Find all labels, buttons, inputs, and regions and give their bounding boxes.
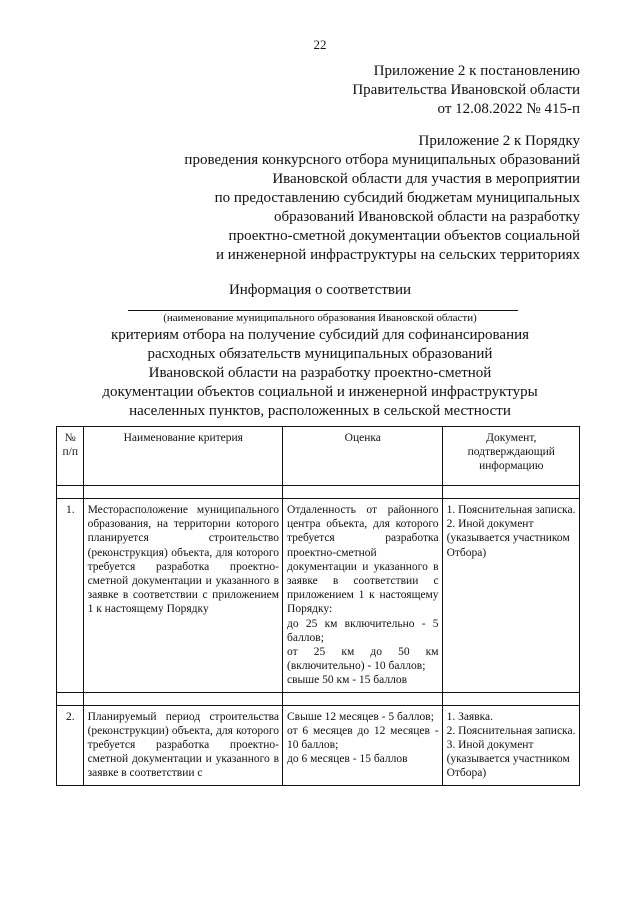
score-line: Свыше 12 месяцев - 5 баллов; bbox=[287, 710, 434, 723]
document-subtitle bbox=[0, 326, 640, 421]
subtitle-line: документации объектов социальной и инженерной инфраструктуры bbox=[102, 384, 538, 400]
appendix-procedure-line: проведения конкурсного отбора муниципальных образований bbox=[184, 152, 580, 168]
score-line: до 6 месяцев - 15 баллов bbox=[287, 753, 408, 766]
criteria-table bbox=[56, 426, 580, 786]
appendix-procedure-line: и инженерной инфраструктуры на сельских территориях bbox=[215, 247, 580, 263]
document-line: 3. Иной документ (указывается участником Отбора) bbox=[446, 739, 570, 780]
table-header-row bbox=[57, 427, 580, 486]
document-line: 2. Пояснительная записка. bbox=[446, 724, 576, 737]
header-document: Документ, подтверждающий информацию bbox=[442, 427, 579, 486]
appendix-procedure-line: Приложение 2 к Порядку bbox=[418, 133, 580, 149]
table-row bbox=[57, 499, 580, 693]
header-criterion-name: Наименование критерия bbox=[83, 427, 282, 486]
appendix-decree-line: от 12.08.2022 № 415-п bbox=[437, 101, 580, 117]
appendix-procedure-line: Ивановской области для участия в мероприятии bbox=[272, 171, 580, 187]
subtitle-line: расходных обязательств муниципальных образований bbox=[147, 346, 493, 362]
appendix-decree-block bbox=[352, 62, 580, 119]
row-criterion-name: Месторасположение муниципального образования, на территории которого планируется строительство (реконструкция) объекта, для которого требуется разработка проектно-сметной документации и указанного в заявке в соответствии с приложением 1 к настоящему Порядку bbox=[83, 499, 282, 693]
subtitle-line: критериям отбора на получение субсидий для софинансирования bbox=[110, 327, 530, 343]
appendix-procedure-block bbox=[184, 132, 580, 265]
score-line: Отдаленность от районного центра объекта, для которого требуется разработка проектно-сметной документации и указанного в заявке в соответствии с приложением 1 к настоящему Порядку: bbox=[287, 504, 439, 616]
row-document bbox=[442, 499, 579, 693]
appendix-procedure-line: проектно-сметной документации объектов социальной bbox=[228, 228, 580, 244]
row-criterion-name: Планируемый период строительства (реконструкции) объекта, для которого требуется разработка проектно-сметной документации и указанного в заявке в соответствии с bbox=[83, 705, 282, 785]
table-gap-row bbox=[57, 486, 580, 499]
table-row bbox=[57, 705, 580, 785]
row-num: 2. bbox=[57, 705, 84, 785]
appendix-decree-line: Правительства Ивановской области bbox=[352, 82, 580, 98]
appendix-decree-line: Приложение 2 к постановлению bbox=[373, 63, 580, 79]
municipality-blank-caption: (наименование муниципального образования Ивановской области) bbox=[163, 312, 477, 324]
row-score bbox=[283, 705, 443, 785]
row-num: 1. bbox=[57, 499, 84, 693]
document-line: 2. Иной документ (указывается участником Отбора) bbox=[446, 518, 570, 559]
header-num: № п/п bbox=[57, 427, 84, 486]
document-title: Информация о соответствии bbox=[228, 282, 412, 298]
score-line: до 25 км включительно - 5 баллов; bbox=[287, 617, 439, 644]
row-document bbox=[442, 705, 579, 785]
subtitle-line: населенных пунктов, расположенных в сельской местности bbox=[129, 403, 511, 419]
appendix-procedure-line: по предоставлению субсидий бюджетам муниципальных bbox=[214, 190, 580, 206]
row-score bbox=[283, 499, 443, 693]
document-line: 1. Пояснительная записка. bbox=[446, 504, 576, 516]
score-line: от 6 месяцев до 12 месяцев - 10 баллов; bbox=[287, 724, 439, 752]
subtitle-line: Ивановской области на разработку проектно-сметной bbox=[148, 365, 492, 381]
page-number: 22 bbox=[313, 37, 327, 52]
table-gap-row bbox=[57, 692, 580, 705]
document-line: 1. Заявка. bbox=[446, 710, 494, 723]
municipality-blank-line bbox=[128, 310, 518, 311]
appendix-procedure-line: образований Ивановской области на разработку bbox=[274, 209, 580, 225]
header-score: Оценка bbox=[283, 427, 443, 486]
score-line: свыше 50 км - 15 баллов bbox=[287, 674, 408, 687]
score-line: от 25 км до 50 км (включительно) - 10 баллов; bbox=[287, 646, 439, 673]
